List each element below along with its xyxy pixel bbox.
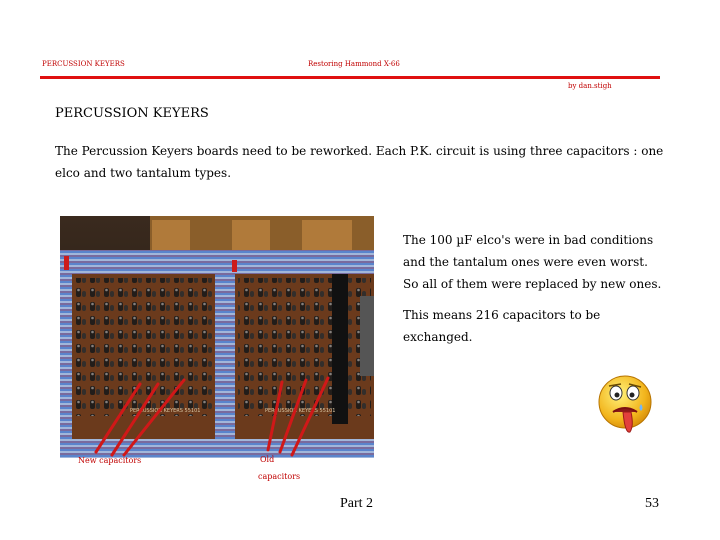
new-capacitors-label: New capacitors — [78, 456, 142, 465]
arrow-old-capacitor-1 — [268, 382, 282, 450]
sick-face-emoji-icon — [597, 374, 655, 436]
description-block — [403, 229, 665, 357]
left-board-label: PERCUSSION KEYERS 55101 — [130, 408, 201, 414]
header-author: by dan.stigh — [568, 82, 612, 90]
header-section-title: PERCUSSION KEYERS — [42, 60, 125, 68]
header-document-title: Restoring Hammond X-66 — [308, 60, 400, 68]
old-capacitors-label-line2: capacitors — [258, 472, 301, 481]
page-number: 53 — [645, 496, 659, 511]
footer-part: Part 2 — [340, 496, 374, 511]
right-board-label: PERCUSSION KEYERS 55101 — [265, 408, 336, 414]
arrow-old-capacitor-3 — [292, 378, 328, 455]
description-paragraph-2: This means 216 capacitors to be exchanged. — [403, 308, 601, 344]
description-paragraph-1: The 100 µF elco's were in bad conditions and the tantalum ones were even worst. So all of them were replaced by new ones. — [403, 233, 662, 291]
old-capacitors-label-line1: Old — [260, 455, 275, 464]
intro-paragraph: The Percussion Keyers boards need to be reworked. Each P.K. circuit is using three capacitors : one elco and two tantalum types. — [55, 144, 664, 180]
page-title: PERCUSSION KEYERS — [55, 106, 209, 121]
arrow-old-capacitor-2 — [280, 380, 306, 452]
